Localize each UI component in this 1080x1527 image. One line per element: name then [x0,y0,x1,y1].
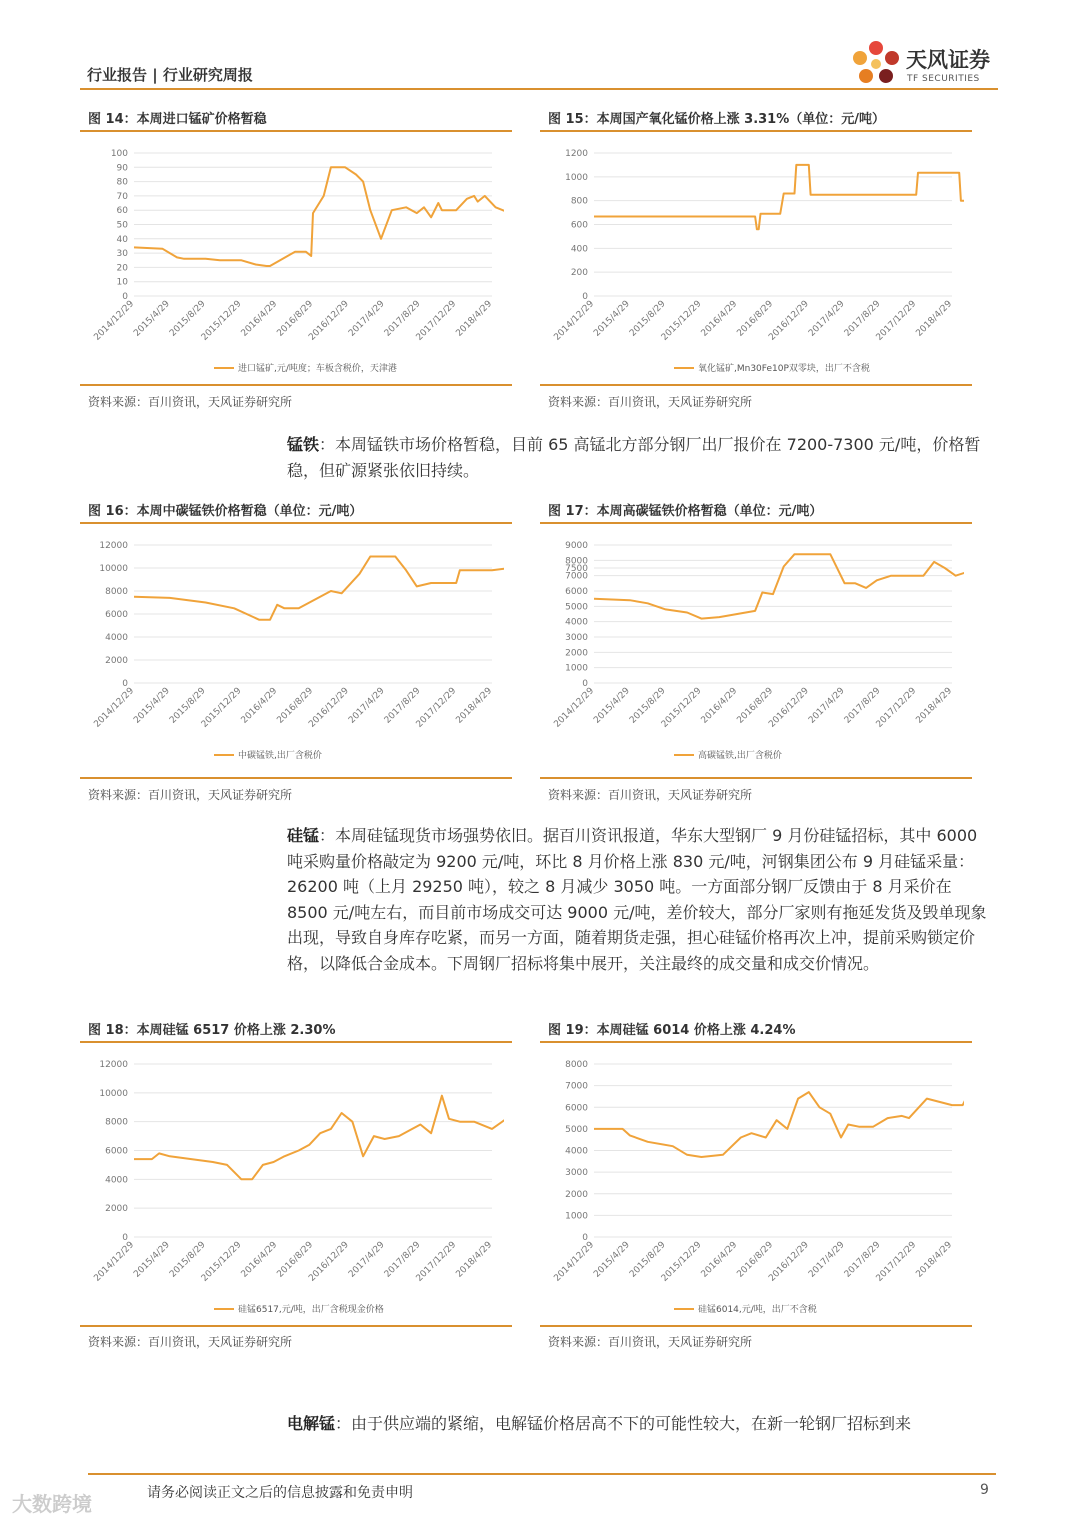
footer-disclaimer: 请务必阅读正文之后的信息披露和免责申明 [147,1485,413,1501]
legend-label: 进口锰矿,元/吨度；车板含税价，天津港 [238,364,397,374]
figure-title: 图 15：本周国产氧化锰价格上涨 3.31%（单位：元/吨） [548,112,885,127]
x-tick-label: 2018/4/29 [914,299,955,339]
x-tick-label: 2018/4/29 [454,299,495,339]
legend-label: 高碳锰铁,出厂含税价 [698,751,782,761]
y-tick-label: 2000 [105,1204,128,1215]
paragraph-heading: 硅锰 [287,826,320,845]
y-tick-label: 0 [122,292,128,302]
x-tick-label: 2018/4/29 [454,1240,495,1280]
paragraph-body: ：由于供应端的紧缩，电解锰价格居高不下的可能性较大，在新一轮钢厂招标到来 [335,1414,912,1433]
y-tick-label: 400 [570,244,588,255]
paragraph-body: ：本周硅锰现货市场强势依旧。据百川资讯报道，华东大型钢厂 9 月份硅锰招标，其中 6000 吨采购量价格敲定为 9200 元/吨，环比 8 月价格上涨 830 元/吨，河钢集团公布 9 月硅锰采量：26200 吨（上月 29250 吨），较之 8 月减少 3050 吨。一方面部分钢厂反馈由于 8 月采价在 8500 元/吨左右，而目前市场成交可达 9000 元/吨，差价较大，部分厂家则有拖延发货及毁单现象出现，导致自身库存吃紧，而另一方面，随着期货走强，担心硅锰价格再次上冲，提前采购锁定价格，以降低合金成本。下周钢厂招标将集中展开，关注最终的成交量和成交价情况。 [287,826,987,973]
page-number: 9 [980,1482,989,1498]
x-tick-label: 2017/4/29 [807,686,847,726]
x-tick-label: 2015/8/29 [168,686,208,726]
x-tick-label: 2017/8/29 [842,1240,883,1280]
x-tick-label: 2015/8/29 [628,1240,668,1280]
x-tick-label: 2016/12/29 [767,299,811,343]
line-chart [548,141,964,381]
y-tick-label: 6000 [105,1146,128,1157]
x-tick-label: 2017/4/29 [807,299,847,339]
line-chart [548,1052,964,1322]
y-tick-label: 0 [582,1233,588,1243]
x-tick-label: 2016/12/29 [307,1240,351,1284]
figure-19 [540,1019,972,1359]
y-tick-label: 800 [570,196,588,207]
series-line [134,1096,504,1180]
figure-top-divider [540,522,972,524]
y-tick-label: 100 [110,149,128,159]
x-tick-label: 2015/4/29 [592,1240,632,1280]
x-tick-label: 2017/12/29 [414,686,459,730]
y-tick-label: 4000 [105,1175,128,1186]
logo-name: 天风证券 [906,48,990,72]
series-line [134,557,504,620]
figure-top-divider [80,522,512,524]
x-tick-label: 2018/4/29 [454,686,495,726]
paragraph-manganese-iron [287,432,997,483]
x-tick-label: 2016/4/29 [699,1240,740,1280]
y-tick-label: 10000 [99,564,128,574]
x-tick-label: 2016/4/29 [699,299,740,339]
y-tick-label: 600 [570,220,588,231]
x-tick-label: 2015/8/29 [628,299,668,339]
x-tick-label: 2017/8/29 [382,686,423,726]
y-tick-label: 0 [122,1233,128,1243]
x-tick-label: 2016/8/29 [735,1240,776,1280]
x-tick-label: 2014/12/29 [92,686,137,730]
y-tick-label: 6000 [565,1103,588,1114]
y-tick-label: 6000 [565,587,588,597]
figure-16 [80,500,512,805]
figure-18 [80,1019,512,1359]
x-tick-label: 2016/8/29 [735,299,776,339]
y-tick-label: 2000 [565,1189,588,1200]
series-line [594,554,964,618]
x-tick-label: 2015/12/29 [199,686,244,730]
x-tick-label: 2014/12/29 [552,1240,597,1284]
x-tick-label: 2014/12/29 [552,686,597,730]
legend-label: 硅锰6014,元/吨，出厂不含税 [698,1305,817,1315]
figure-17 [540,500,972,805]
figure-top-divider [80,130,512,132]
figure-bottom-divider [540,384,972,386]
x-tick-label: 2016/12/29 [307,686,351,730]
x-tick-label: 2017/12/29 [874,299,919,343]
x-tick-label: 2018/4/29 [914,1240,955,1280]
figure-title: 图 19：本周硅锰 6014 价格上涨 4.24% [548,1023,796,1038]
paragraph-heading: 锰铁 [287,435,320,454]
y-tick-label: 2000 [105,656,128,666]
x-tick-label: 2015/12/29 [199,1240,244,1284]
series-line [134,167,504,266]
report-header: 行业报告 | 行业研究周报 [87,66,253,84]
x-tick-label: 2017/8/29 [842,299,883,339]
x-tick-label: 2016/8/29 [275,1240,316,1280]
y-tick-label: 3000 [565,1168,588,1179]
line-chart [88,141,504,381]
y-tick-label: 8000 [565,556,588,567]
header-divider [80,88,998,90]
x-tick-label: 2016/4/29 [239,1240,280,1280]
y-tick-label: 5000 [565,602,588,613]
x-tick-label: 2017/4/29 [347,686,387,726]
y-tick-label: 4000 [565,617,588,628]
figure-15 [540,108,972,413]
figure-source: 资料来源：百川资讯，天风证券研究所 [548,1335,753,1349]
company-logo [848,38,998,90]
x-tick-label: 2017/8/29 [842,686,883,726]
figure-bottom-divider [540,777,972,779]
y-tick-label: 1000 [565,172,588,183]
x-tick-label: 2017/4/29 [347,299,387,339]
figure-source: 资料来源：百川资讯，天风证券研究所 [88,1335,293,1349]
x-tick-label: 2017/8/29 [382,299,423,339]
y-tick-label: 5000 [565,1124,588,1135]
figure-title: 图 16：本周中碳锰铁价格暂稳（单位：元/吨） [88,504,363,519]
figure-bottom-divider [80,1325,512,1327]
x-tick-label: 2016/4/29 [699,686,740,726]
paragraph-heading: 电解锰 [287,1414,336,1433]
y-tick-label: 70 [116,191,128,202]
y-tick-label: 7500 [565,564,588,574]
y-tick-label: 20 [116,263,128,274]
y-tick-label: 1000 [565,1211,588,1222]
x-tick-label: 2014/12/29 [92,1240,137,1284]
paragraph-silicon-manganese [287,823,997,976]
y-tick-label: 8000 [105,1117,128,1128]
figure-bottom-divider [80,384,512,386]
figure-source: 资料来源：百川资讯，天风证券研究所 [548,395,753,409]
x-tick-label: 2017/4/29 [807,1240,847,1280]
x-tick-label: 2015/8/29 [168,1240,208,1280]
x-tick-label: 2016/12/29 [307,299,351,343]
y-tick-label: 8000 [565,1060,588,1070]
line-chart [88,533,504,768]
legend-label: 氧化锰矿,Mn30Fe10P双零块，出厂不含税 [698,364,870,374]
x-tick-label: 2017/12/29 [414,1240,459,1284]
x-tick-label: 2017/12/29 [414,299,459,343]
figure-14 [80,108,512,413]
x-tick-label: 2015/4/29 [592,299,632,339]
figure-top-divider [80,1041,512,1043]
y-tick-label: 12000 [99,541,128,551]
figure-source: 资料来源：百川资讯，天风证券研究所 [88,395,293,409]
logo-subtitle: TF SECURITIES [907,74,980,84]
x-tick-label: 2015/4/29 [132,299,172,339]
y-tick-label: 80 [116,177,128,188]
figure-title: 图 14：本周进口锰矿价格暂稳 [88,112,267,127]
figure-bottom-divider [80,777,512,779]
x-tick-label: 2014/12/29 [92,299,137,343]
x-tick-label: 2015/12/29 [659,686,704,730]
y-tick-label: 50 [116,220,128,231]
x-tick-label: 2016/8/29 [275,299,316,339]
x-tick-label: 2015/12/29 [659,1240,704,1284]
y-tick-label: 10000 [99,1088,128,1099]
y-tick-label: 6000 [105,610,128,620]
figure-source: 资料来源：百川资讯，天风证券研究所 [548,788,753,802]
figure-title: 图 18：本周硅锰 6517 价格上涨 2.30% [88,1023,336,1038]
paragraph-electrolytic-manganese [287,1411,997,1437]
y-tick-label: 30 [116,249,128,260]
y-tick-label: 10 [116,277,128,288]
y-tick-label: 3000 [565,633,588,643]
x-tick-label: 2017/4/29 [347,1240,387,1280]
x-tick-label: 2017/12/29 [874,686,919,730]
y-tick-label: 4000 [105,633,128,643]
x-tick-label: 2015/4/29 [132,1240,172,1280]
y-tick-label: 9000 [565,541,588,551]
flower-logo-icon [848,38,904,90]
y-tick-label: 2000 [565,648,588,659]
watermark: 大数跨境 [12,1492,92,1516]
x-tick-label: 2017/12/29 [874,1240,919,1284]
x-tick-label: 2016/12/29 [767,1240,811,1284]
y-tick-label: 40 [116,234,128,245]
y-tick-label: 1200 [565,149,588,159]
figure-title: 图 17：本周高碳锰铁价格暂稳（单位：元/吨） [548,504,823,519]
figure-bottom-divider [540,1325,972,1327]
y-tick-label: 7000 [565,1081,588,1092]
series-line [594,1084,964,1158]
x-tick-label: 2016/8/29 [735,686,776,726]
line-chart [548,533,964,768]
x-tick-label: 2015/8/29 [168,299,208,339]
x-tick-label: 2014/12/29 [552,299,597,343]
figure-source: 资料来源：百川资讯，天风证券研究所 [88,788,293,802]
x-tick-label: 2015/4/29 [592,686,632,726]
y-tick-label: 8000 [105,587,128,597]
y-tick-label: 200 [570,268,588,279]
x-tick-label: 2015/12/29 [199,299,244,343]
y-tick-label: 12000 [99,1060,128,1070]
y-tick-label: 1000 [565,663,588,674]
y-tick-label: 60 [116,206,128,217]
figure-top-divider [540,1041,972,1043]
x-tick-label: 2016/4/29 [239,686,280,726]
footer-divider [88,1473,996,1475]
x-tick-label: 2015/4/29 [132,686,172,726]
series-line [594,165,964,229]
x-tick-label: 2016/8/29 [275,686,316,726]
x-tick-label: 2016/12/29 [767,686,811,730]
line-chart [88,1052,504,1322]
y-tick-label: 0 [582,292,588,302]
x-tick-label: 2016/4/29 [239,299,280,339]
x-tick-label: 2015/12/29 [659,299,704,343]
x-tick-label: 2018/4/29 [914,686,955,726]
legend-label: 中碳锰铁,出厂含税价 [238,751,322,761]
y-tick-label: 4000 [565,1146,588,1157]
paragraph-body: ：本周锰铁市场价格暂稳，目前 65 高锰北方部分钢厂出厂报价在 7200-7300 元/吨，价格暂稳，但矿源紧张依旧持续。 [287,435,981,480]
figure-top-divider [540,130,972,132]
y-tick-label: 0 [582,679,588,689]
y-tick-label: 90 [116,163,128,174]
y-tick-label: 0 [122,679,128,689]
x-tick-label: 2017/8/29 [382,1240,423,1280]
x-tick-label: 2015/8/29 [628,686,668,726]
legend-label: 硅锰6517,元/吨，出厂含税现金价格 [238,1305,384,1315]
y-tick-label: 7000 [565,571,588,582]
